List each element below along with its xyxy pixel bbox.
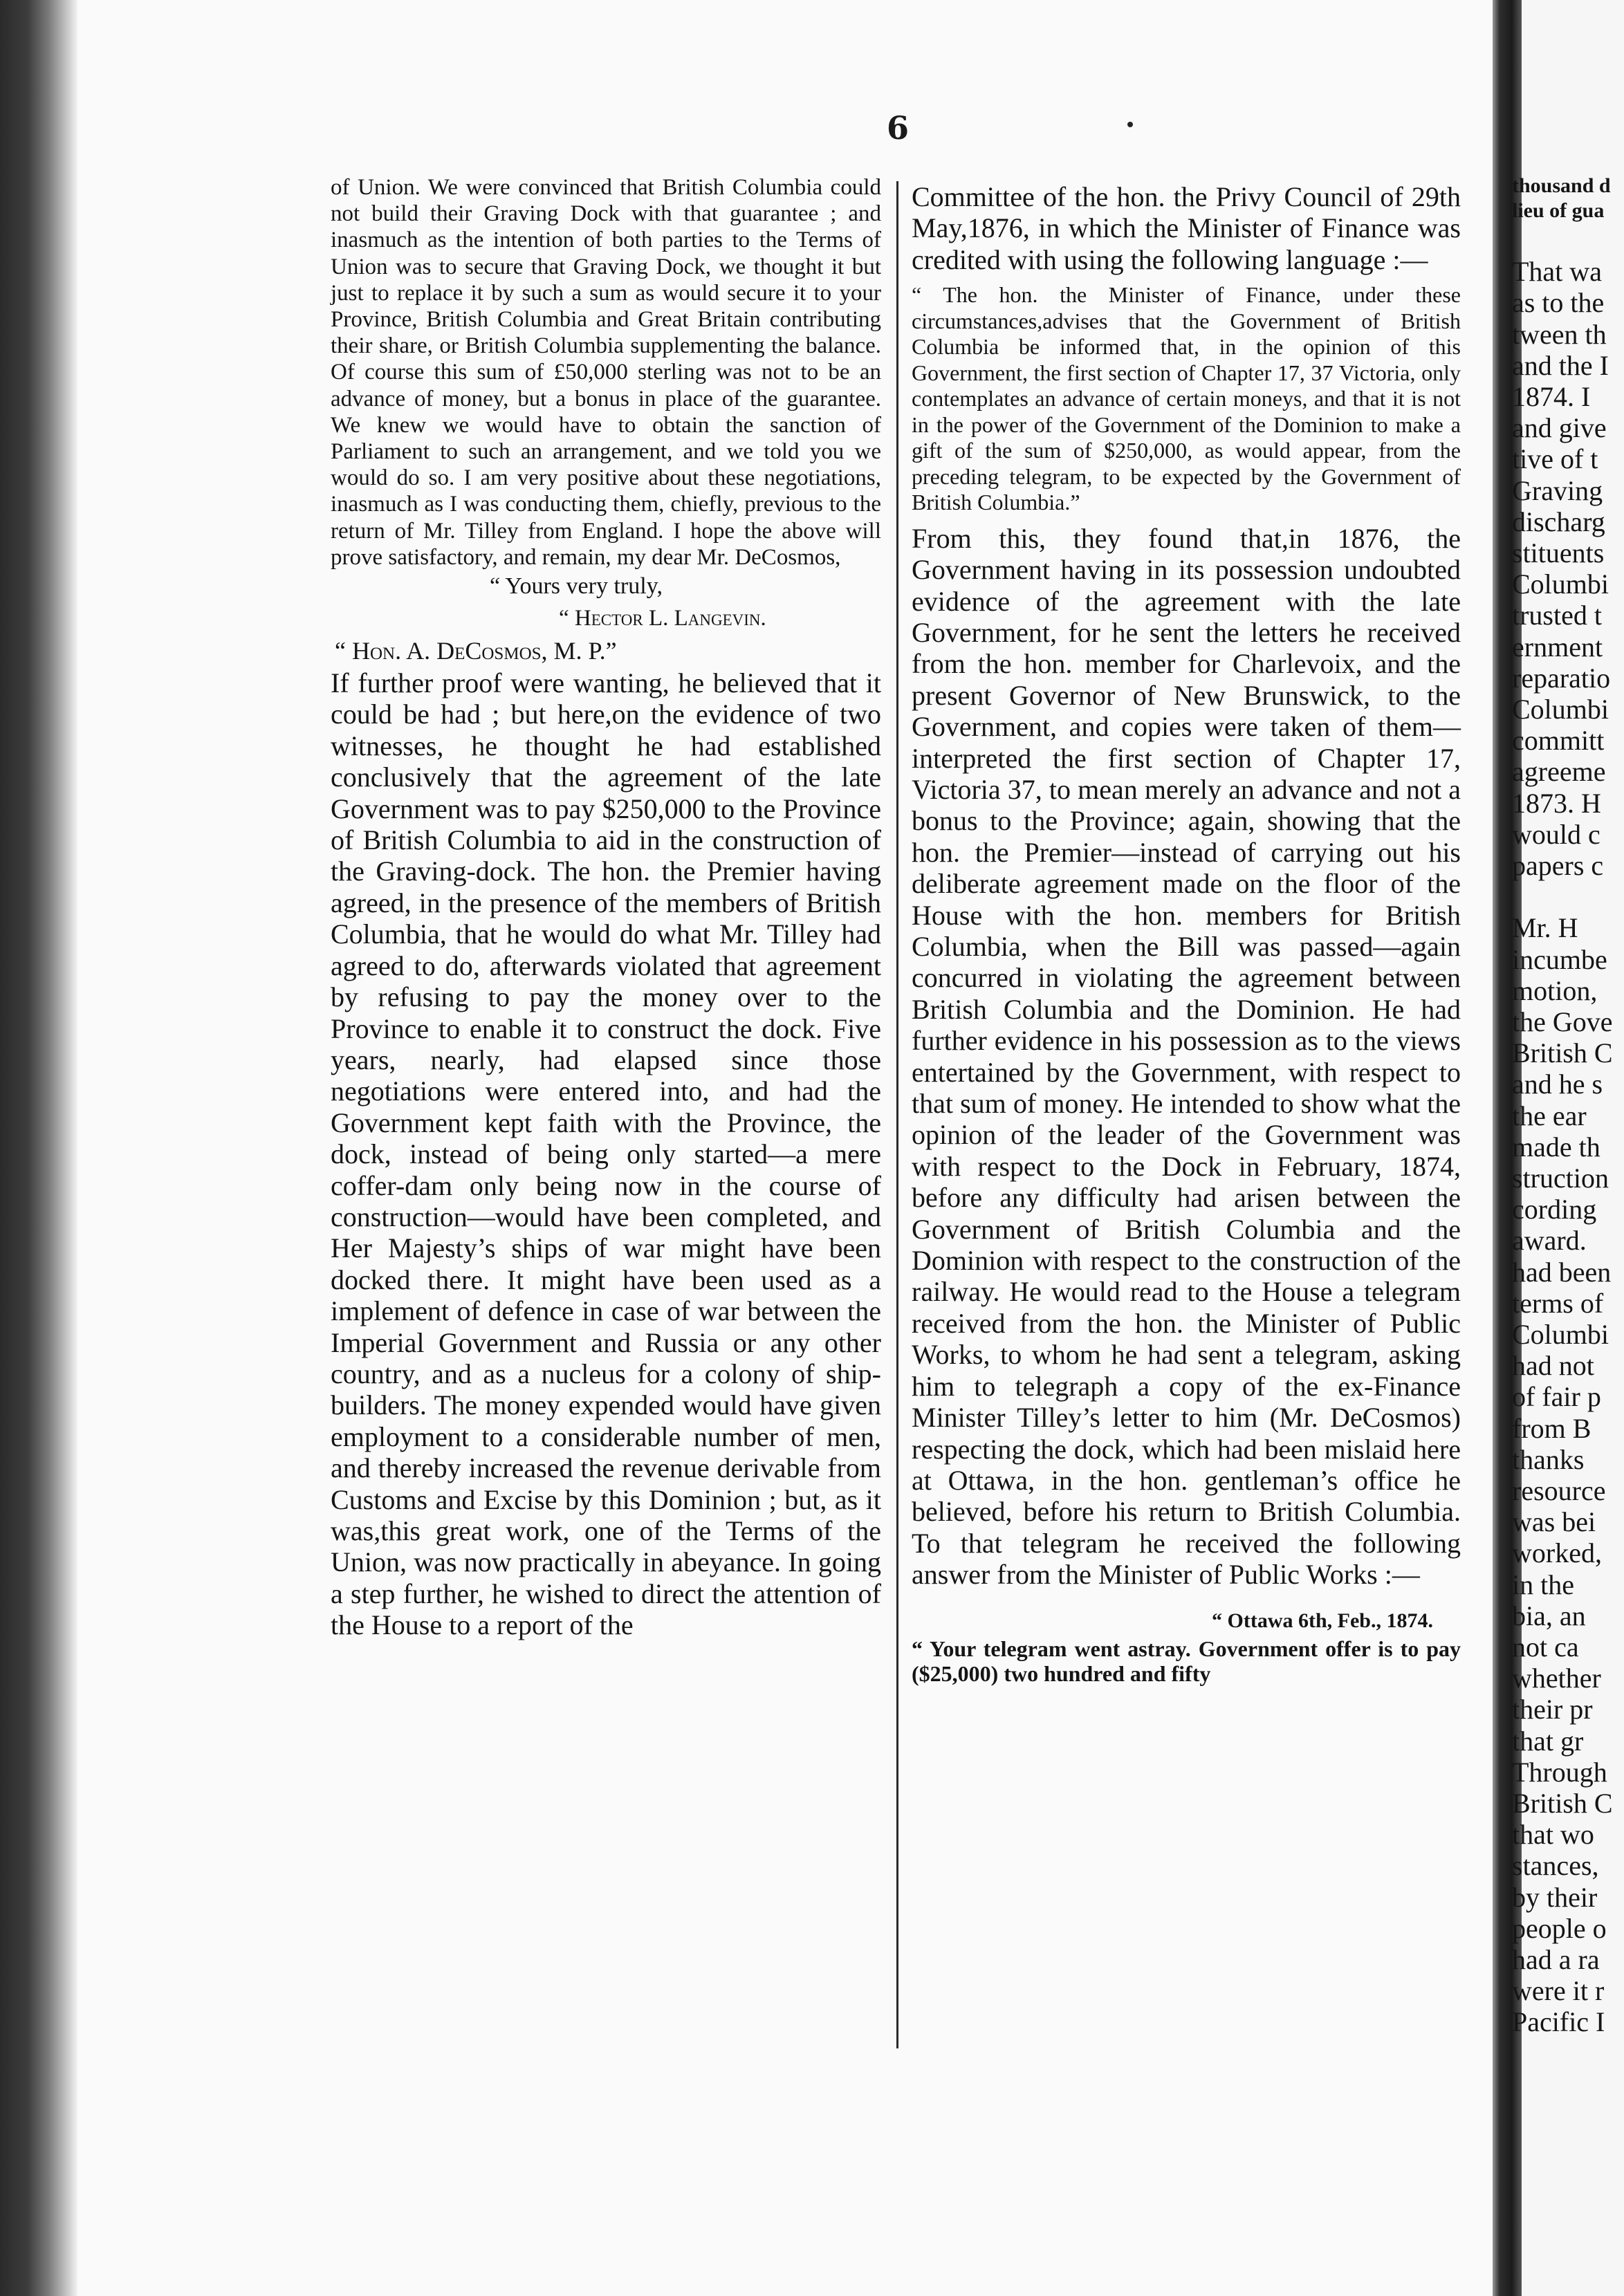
- fragment-line: That wa: [1512, 256, 1602, 288]
- fragment-line: committ: [1512, 725, 1605, 757]
- page-number: 6: [887, 109, 910, 147]
- fragment-line: resource: [1512, 1475, 1606, 1506]
- fragment-line: not ca: [1512, 1631, 1579, 1663]
- telegram-text: “ Your telegram went astray. Government offer is to pay ($25,000) two hundred and fifty: [912, 1636, 1461, 1686]
- fragment-line: from B: [1512, 1412, 1591, 1444]
- fragment-line: made th: [1512, 1131, 1600, 1163]
- fragment-line: Pacific I: [1512, 2006, 1605, 2038]
- letter-closing: “ Yours very truly,: [490, 573, 663, 600]
- fragment-line: Columbi: [1512, 568, 1609, 600]
- fragment-line: were it r: [1512, 1975, 1605, 2007]
- fragment-line: stances,: [1512, 1850, 1599, 1882]
- fragment-line: 1873. H: [1512, 787, 1601, 819]
- fragment-line: tive of t: [1512, 443, 1598, 475]
- langevin-letter-paragraph: of Union. We were convinced that British Columbia could not build their Graving Dock with that guarantee ; and inasmuch as the intention of both parties to the Terms of Union was to secure that Graving Dock, we thought it but just to replace it by such a sum as would secure it to your Province, British Columbia and Great Britain contributing their share, or British Columbia supplementing the balance. Of course this sum of £50,000 sterling was not to be an advance of money, but a bonus in place of the guarantee. We knew we would have to obtain the sanction of Parliament to such an arrangement, and we told you we would do so. I am very positive about these negotiations, inasmuch as I was conducting them, chiefly, previous to the return of Mr. Tilley from England. I hope the above will prove satisfactory, and remain, my dear Mr. DeCosmos,: [331, 175, 881, 570]
- fragment-line: of fair p: [1512, 1381, 1601, 1413]
- column-rule: [896, 181, 898, 2048]
- fragment-line: that wo: [1512, 1819, 1594, 1851]
- fragment-line: cording: [1512, 1194, 1597, 1225]
- fragment-line: their pr: [1512, 1694, 1593, 1725]
- fragment-line: worked,: [1512, 1537, 1602, 1569]
- book-spine-shadow: [0, 0, 77, 2296]
- fragment-line: tween th: [1512, 318, 1607, 350]
- middle-column: [912, 181, 1461, 1686]
- fragment-line: reparatio: [1512, 662, 1611, 694]
- fragment-line: as to the: [1512, 287, 1605, 319]
- fragment-line: had a ra: [1512, 1944, 1600, 1975]
- fragment-line: British C: [1512, 1788, 1613, 1819]
- fragment-line: incumbe: [1512, 943, 1607, 975]
- letter-signature: “ Hector L. Langevin.: [559, 606, 766, 631]
- fragment-line: thanks: [1512, 1443, 1585, 1475]
- fragment-line: the Gove: [1512, 1006, 1613, 1037]
- fragment-line: Graving: [1512, 474, 1603, 506]
- telegram-date: “ Ottawa 6th, Feb., 1874.: [1212, 1609, 1433, 1632]
- fragment-line: 1874. I: [1512, 381, 1591, 412]
- fragment-line: Columbi: [1512, 694, 1609, 725]
- fragment-line: whether: [1512, 1663, 1601, 1694]
- fragment-line: that gr: [1512, 1725, 1584, 1757]
- fragment-line: struction: [1512, 1163, 1609, 1194]
- fragment-line: Columbi: [1512, 1319, 1609, 1350]
- fragment-line: and the I: [1512, 349, 1609, 381]
- fragment-line: the ear: [1512, 1100, 1587, 1131]
- fragment-line: bia, an: [1512, 1600, 1586, 1631]
- fragment-line: Mr. H: [1512, 912, 1578, 944]
- fragment-line: papers c: [1512, 850, 1604, 881]
- fragment-line: thousand d: [1512, 174, 1611, 197]
- print-mark: [1127, 122, 1133, 127]
- middle-body-paragraph: From this, they found that,in 1876, the Government having in its possession undoubted evidence of the agreement with the late Government, for he sent the letters he received from the hon. member for Charlevoix, and the present Governor of New Brunswick, to the Government, and copies were taken of them—interpreted the first section of Chapter 17, Victoria 37, to mean merely an advance and not a bonus to the Province; again, showing that the hon. the Premier—instead of carrying out his deliberate agreement made on the floor of the House with the hon. members for British Columbia, when the Bill was passed—again concurred in violating the agreement between British Columbia and the Dominion. He had further evidence in his possession as to the views entertained by the Government, with respect to that sum of money. He intended to show what the opinion of the leader of the Government was with respect to the Dock in February, 1874, before any difficulty had arisen between the Government of British Columbia and the Dominion with respect to the construction of the railway. He would read to the House a telegram received from the hon. the Minister of Public Works, to whom he had sent a telegram, asking him to telegraph a copy of the ex-Finance Minister Tilley’s letter to him (Mr. DeCosmos) respecting the dock, which had been mislaid here at Ottawa, in the hon. gentleman’s office he believed, before his return to British Columbia. To that telegram he received the following answer from the Minister of Public Works :—: [912, 522, 1461, 1591]
- left-column: [331, 174, 881, 1641]
- privy-council-quote: “ The hon. the Minister of Finance, under these circumstances,advises that the Government of British Columbia be informed that, in the opinion of this Government, the first section of Chapter 17, 37 Victoria, only contemplates an advance of certain moneys, and that it is not in the power of the Government of the Dominion to make a gift of the sum of $250,000, as would appear, from the preceding telegram, to be expected by the Government of British Columbia.”: [912, 282, 1461, 515]
- middle-intro-paragraph: Committee of the hon. the Privy Council of 29th May,1876, in which the Minister of Finance was credited with using the following language :—: [912, 181, 1461, 275]
- fragment-line: and give: [1512, 412, 1607, 444]
- fragment-line: people o: [1512, 1912, 1607, 1944]
- fragment-line: was bei: [1512, 1506, 1596, 1538]
- fragment-line: Through: [1512, 1756, 1607, 1788]
- fragment-line: discharg: [1512, 506, 1605, 537]
- fragment-line: had been: [1512, 1256, 1612, 1288]
- fragment-line: would c: [1512, 818, 1600, 850]
- fragment-line: lieu of gua: [1512, 199, 1605, 222]
- fragment-line: award.: [1512, 1225, 1587, 1257]
- fragment-line: in the: [1512, 1568, 1574, 1600]
- fragment-line: by their: [1512, 1881, 1598, 1913]
- fragment-line: and he s: [1512, 1068, 1603, 1100]
- fragment-line: ernment: [1512, 631, 1603, 663]
- letter-addressee: “ Hon. A. DeCosmos, M. P.”: [335, 637, 617, 665]
- fragment-line: agreeme: [1512, 756, 1606, 788]
- fragment-line: stituents: [1512, 537, 1605, 568]
- left-body-paragraph: If further proof were wanting, he believed that it could be had ; but here,on the evidence of two witnesses, he thought he had established conclusively that the agreement of the late Government was to pay $250,000 to the Province of British Columbia to aid in the construction of the Graving-dock. The hon. the Premier having agreed, in the presence of the members of British Columbia, that he would do what Mr. Tilley had agreed to do, afterwards violated that agreement by refusing to pay the money over to the Province to enable it to construct the dock. Five years, nearly, had elapsed since those negotiations were entered into, and had the Government kept faith with the Province, the dock, instead of being only started—a mere coffer-dam only being now in the course of construction—would have been completed, and Her Majesty’s ships of war might have been docked there. It might have been used as a implement of defence in case of war between the Imperial Government and Russia or any other country, and as a nucleus for a colony of ship-builders. The money expended would have given employment to a considerable number of men, and thereby increased the revenue derivable from Customs and Excise by this Dominion ; but, as it was,this great work, one of the Terms of the Union, was now practically in abeyance. In going a step further, he wished to direct the attention of the House to a report of the: [331, 667, 881, 1641]
- fragment-line: terms of: [1512, 1287, 1604, 1319]
- fragment-line: British C: [1512, 1037, 1613, 1069]
- fragment-line: had not: [1512, 1350, 1594, 1382]
- fragment-line: trusted t: [1512, 600, 1602, 631]
- fragment-line: motion,: [1512, 974, 1598, 1006]
